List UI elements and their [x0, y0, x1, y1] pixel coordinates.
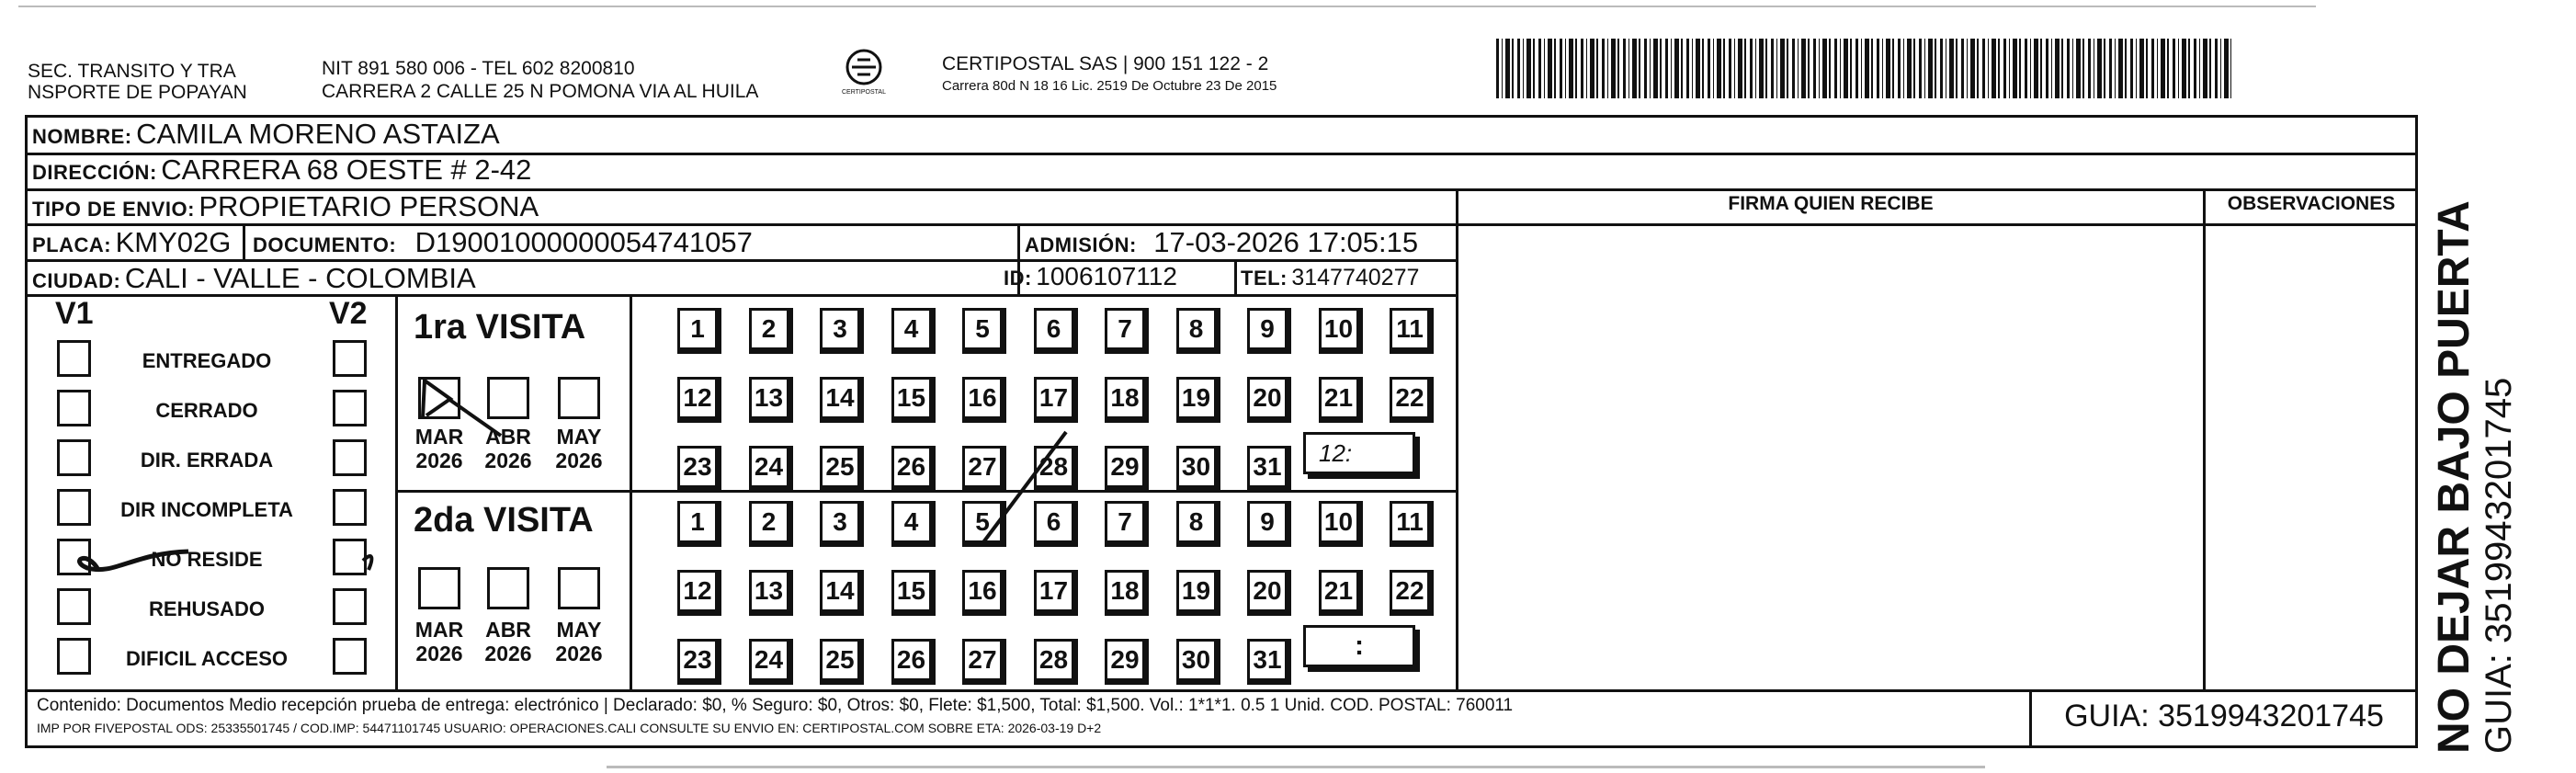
visit1-handwritten-time: 12: — [1319, 439, 1353, 467]
visit1-day-26[interactable]: 26 — [891, 446, 932, 488]
visit2-day-28[interactable]: 28 — [1034, 639, 1074, 681]
option-dificil-acceso: DIFICIL ACCESO — [125, 647, 288, 670]
visit2-day-15[interactable]: 15 — [891, 570, 932, 612]
visit1-day-10[interactable]: 10 — [1319, 308, 1359, 350]
documento-row — [253, 226, 753, 259]
tel-row — [1241, 265, 1419, 291]
visit2-day-5[interactable]: 5 — [962, 501, 1003, 543]
tel-value: 3147740277 — [1291, 265, 1420, 290]
observaciones-header: OBSERVACIONES — [2227, 193, 2396, 214]
nit-line: NIT 891 580 006 - TEL 602 8200810 — [322, 58, 635, 79]
visit1-day-3[interactable]: 3 — [820, 308, 860, 350]
id-value: 1006107112 — [1036, 262, 1177, 290]
visit2-day-9[interactable]: 9 — [1247, 501, 1288, 543]
visit2-day-22[interactable]: 22 — [1390, 570, 1430, 612]
visit1-day-19[interactable]: 19 — [1176, 377, 1217, 419]
admision-row — [1025, 226, 1418, 259]
sender-line-2: NSPORTE DE POPAYAN — [28, 82, 247, 103]
visit1-day-7[interactable]: 7 — [1105, 308, 1145, 350]
visit2-month-may: MAY 2026 — [555, 618, 603, 665]
imp-line: IMP POR FIVEPOSTAL ODS: 25335501745 / COD.IMP: 54471101745 USUARIO: OPERACIONES.CALI CONSULTE SU ENVIO EN: CERTIPOSTAL.COM SOBRE ETA: 2026-03-19 D+2 — [37, 721, 1102, 735]
visit2-day-27[interactable]: 27 — [962, 639, 1003, 681]
company-block — [942, 53, 1277, 94]
tipo-row — [32, 190, 539, 223]
direccion-label: DIRECCIÓN: — [32, 161, 157, 184]
visit1-day-12[interactable]: 12 — [677, 377, 718, 419]
visit2-day-31[interactable]: 31 — [1247, 639, 1288, 681]
visit1-month-may: MAY 2026 — [555, 425, 603, 472]
id-label: ID: — [1004, 267, 1032, 290]
admision-value: 17-03-2026 17:05:15 — [1153, 226, 1419, 258]
visit1-month-abr: ABR 2026 — [484, 425, 532, 472]
visit1-day-22[interactable]: 22 — [1390, 377, 1430, 419]
visit2-month-abr: ABR 2026 — [484, 618, 532, 665]
sender-block — [28, 61, 247, 103]
visit1-day-25[interactable]: 25 — [820, 446, 860, 488]
nombre-label: NOMBRE: — [32, 125, 132, 148]
visit1-day-28[interactable]: 28 — [1034, 446, 1074, 488]
visit2-day-25[interactable]: 25 — [820, 639, 860, 681]
side-text — [2431, 147, 2519, 754]
visit1-day-6[interactable]: 6 — [1034, 308, 1074, 350]
visit2-time-placeholder: : — [1355, 631, 1364, 661]
visit1-day-24[interactable]: 24 — [749, 446, 789, 488]
visit1-day-11[interactable]: 11 — [1390, 308, 1430, 350]
visit2-day-30[interactable]: 30 — [1176, 639, 1217, 681]
visit1-may-box[interactable] — [558, 377, 600, 419]
visit1-time-box[interactable] — [1303, 432, 1415, 474]
first-visit-title: 1ra VISITA — [414, 308, 586, 347]
barcode — [1496, 39, 2231, 98]
company-line: CERTIPOSTAL SAS | 900 151 122 - 2 — [942, 53, 1269, 74]
visit2-day-21[interactable]: 21 — [1319, 570, 1359, 612]
documento-label: DOCUMENTO: — [253, 233, 397, 256]
v2-label: V2 — [329, 296, 368, 331]
ciudad-row — [32, 262, 476, 295]
visit2-day-12[interactable]: 12 — [677, 570, 718, 612]
visit2-day-13[interactable]: 13 — [749, 570, 789, 612]
side-guia: GUIA: 3519943201745 — [2479, 377, 2519, 754]
documento-value: D19001000000054741057 — [414, 226, 753, 258]
tel-label: TEL: — [1241, 267, 1288, 290]
tipo-label: TIPO DE ENVIO: — [32, 198, 195, 221]
visit1-day-18[interactable]: 18 — [1105, 377, 1145, 419]
logo-icon — [843, 48, 885, 86]
visit1-day-5[interactable]: 5 — [962, 308, 1003, 350]
option-cerrado: CERRADO — [155, 399, 258, 422]
visit2-may-box[interactable] — [558, 567, 600, 609]
firma-header: FIRMA QUIEN RECIBE — [1728, 193, 1934, 214]
option-entregado: ENTREGADO — [142, 349, 272, 372]
logo-text: CERTIPOSTAL — [842, 89, 886, 96]
no-reside-handwritten-mark — [51, 533, 381, 588]
placa-value: KMY02G — [115, 226, 232, 258]
option-rehusado: REHUSADO — [149, 597, 265, 620]
visit1-day-27[interactable]: 27 — [962, 446, 1003, 488]
visit1-day-8[interactable]: 8 — [1176, 308, 1217, 350]
top-rule — [18, 6, 2316, 7]
visit2-day-14[interactable]: 14 — [820, 570, 860, 612]
visit2-day-24[interactable]: 24 — [749, 639, 789, 681]
second-visit-title: 2da VISITA — [414, 501, 594, 540]
visit2-day-20[interactable]: 20 — [1247, 570, 1288, 612]
visit1-month-mar: MAR 2026 — [414, 425, 464, 472]
visit1-day-2[interactable]: 2 — [749, 308, 789, 350]
visit2-day-17[interactable]: 17 — [1034, 570, 1074, 612]
visit1-day-20[interactable]: 20 — [1247, 377, 1288, 419]
sender-line-1: SEC. TRANSITO Y TRA — [28, 61, 236, 82]
v1-label: V1 — [55, 296, 94, 331]
visit2-day-2[interactable]: 2 — [749, 501, 789, 543]
visit2-day-23[interactable]: 23 — [677, 639, 718, 681]
id-row — [1004, 262, 1177, 291]
visit2-day-10[interactable]: 10 — [1319, 501, 1359, 543]
visit1-day-31[interactable]: 31 — [1247, 446, 1288, 488]
sender-contact — [322, 57, 758, 103]
license-line: Carrera 80d N 18 16 Lic. 2519 De Octubre 23 De 2015 — [942, 78, 1277, 94]
visit2-mar-box[interactable] — [418, 567, 460, 609]
option-no-reside: NO RESIDE — [151, 548, 263, 571]
visit1-day-4[interactable]: 4 — [891, 308, 932, 350]
admision-label: ADMISIÓN: — [1025, 233, 1137, 256]
visit1-day-23[interactable]: 23 — [677, 446, 718, 488]
visit2-day-6[interactable]: 6 — [1034, 501, 1074, 543]
contenido-line: Contenido: Documentos Medio recepción prueba de entrega: electrónico | Declarado: $0, % Seguro: $0, Otros: $0, Flete: $1,500, Total: $1,500. Vol.: 1*1*1. 0.5 1 Unid. COD. POSTAL: 760011 — [37, 696, 1514, 715]
visit2-time-box[interactable] — [1303, 625, 1415, 667]
visit1-day-1[interactable]: 1 — [677, 308, 718, 350]
direccion-row — [32, 153, 531, 187]
nombre-row — [32, 118, 500, 151]
visit1-day-15[interactable]: 15 — [891, 377, 932, 419]
visit1-day-21[interactable]: 21 — [1319, 377, 1359, 419]
visit1-day-14[interactable]: 14 — [820, 377, 860, 419]
visit1-day-29[interactable]: 29 — [1105, 446, 1145, 488]
option-dir-incompleta: DIR INCOMPLETA — [120, 498, 293, 521]
visit2-day-4[interactable]: 4 — [891, 501, 932, 543]
visit2-day-18[interactable]: 18 — [1105, 570, 1145, 612]
bottom-rule — [607, 766, 1985, 768]
address-line: CARRERA 2 CALLE 25 N POMONA VIA AL HUILA — [322, 81, 759, 102]
visit2-day-11[interactable]: 11 — [1390, 501, 1430, 543]
footer-guia: GUIA: 3519943201745 — [2064, 699, 2384, 733]
placa-label: PLACA: — [32, 233, 112, 256]
visit1-day-9[interactable]: 9 — [1247, 308, 1288, 350]
visit1-day-30[interactable]: 30 — [1176, 446, 1217, 488]
visit2-day-3[interactable]: 3 — [820, 501, 860, 543]
visit2-month-mar: MAR 2026 — [414, 618, 464, 665]
visit2-day-16[interactable]: 16 — [962, 570, 1003, 612]
visit1-day-13[interactable]: 13 — [749, 377, 789, 419]
visit2-day-29[interactable]: 29 — [1105, 639, 1145, 681]
visit2-abr-box[interactable] — [487, 567, 529, 609]
no-dejar-bajo-puerta: NO DEJAR BAJO PUERTA — [2430, 200, 2479, 754]
option-dir-errada: DIR. ERRADA — [140, 449, 274, 472]
direccion-value: CARRERA 68 OESTE # 2-42 — [161, 153, 532, 186]
placa-row — [32, 226, 231, 259]
visit2-day-19[interactable]: 19 — [1176, 570, 1217, 612]
visit2-day-26[interactable]: 26 — [891, 639, 932, 681]
day-handwritten-stroke — [965, 423, 1075, 551]
ciudad-value: CALI - VALLE - COLOMBIA — [124, 262, 476, 294]
visit2-day-1[interactable]: 1 — [677, 501, 718, 543]
tipo-value: PROPIETARIO PERSONA — [199, 190, 539, 222]
nombre-value: CAMILA MORENO ASTAIZA — [136, 118, 500, 150]
visit1-day-17[interactable]: 17 — [1034, 377, 1074, 419]
certipostal-logo — [832, 48, 896, 103]
visit1-day-16[interactable]: 16 — [962, 377, 1003, 419]
visit2-day-8[interactable]: 8 — [1176, 501, 1217, 543]
visit2-day-7[interactable]: 7 — [1105, 501, 1145, 543]
ciudad-label: CIUDAD: — [32, 269, 121, 292]
